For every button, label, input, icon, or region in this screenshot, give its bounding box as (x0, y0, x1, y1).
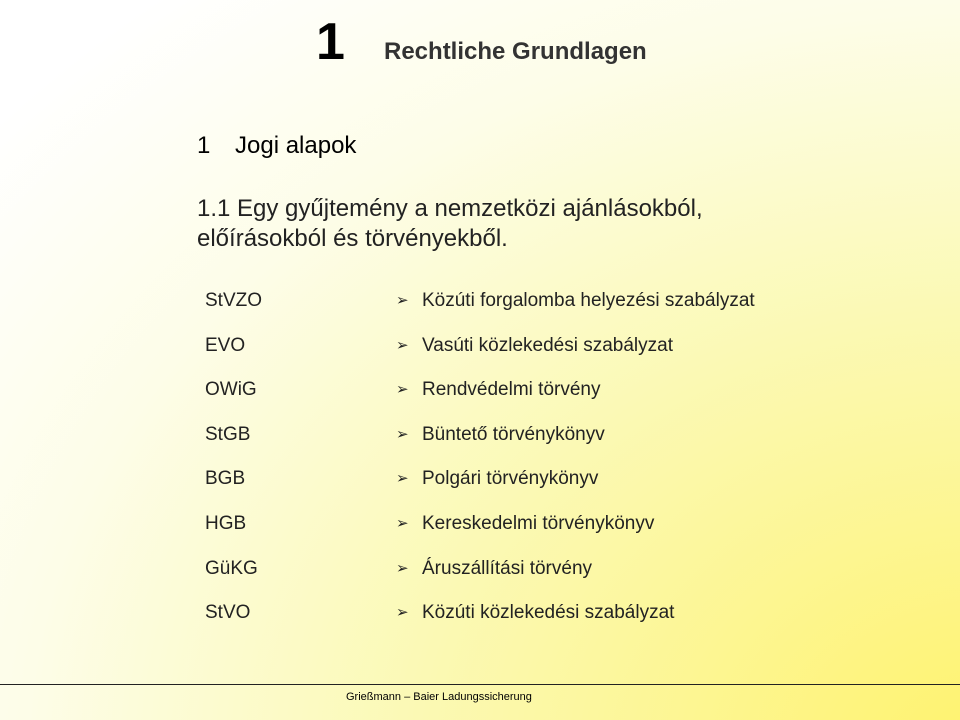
section-heading (197, 130, 356, 162)
arrowhead-bullet-icon: ➢ (396, 292, 409, 309)
description-text: Közúti forgalomba helyezési szabályzat (422, 290, 755, 311)
arrowhead-bullet-icon: ➢ (396, 425, 409, 443)
description-item (396, 287, 755, 332)
description-text: Kereskedelmi törvénykönyv (422, 512, 655, 534)
arrowhead-bullet-icon: ➢ (396, 336, 409, 354)
abbreviation-item: StGB (205, 423, 251, 445)
description-list (396, 287, 755, 644)
description-text: Rendvédelmi törvény (422, 379, 601, 401)
description-text: Vasúti közlekedési szabályzat (422, 334, 673, 356)
description-item (396, 376, 755, 421)
abbreviation-item: OWiG (205, 379, 257, 401)
arrowhead-bullet-icon: ➢ (396, 604, 409, 622)
description-item (396, 465, 755, 510)
footer-divider (0, 684, 960, 685)
description-text: Áruszállítási törvény (422, 557, 593, 579)
arrowhead-bullet-icon: ➢ (396, 381, 409, 399)
description-text: Közúti közlekedési szabályzat (422, 602, 675, 624)
arrowhead-bullet-icon: ➢ (396, 470, 409, 488)
abbreviation-item: StVO (205, 602, 251, 624)
description-item (396, 510, 755, 555)
arrowhead-bullet-icon: ➢ (396, 559, 409, 577)
slide-title: Rechtliche Grundlagen (384, 38, 647, 65)
description-item (396, 421, 755, 466)
footer-text: Grießmann – Baier Ladungssicherung (346, 691, 532, 703)
section-heading-number: 1 (197, 132, 211, 159)
description-item (396, 599, 755, 644)
description-text: Büntető törvénykönyv (422, 423, 605, 445)
description-item (396, 555, 755, 600)
description-text: Polgári törvénykönyv (422, 468, 599, 490)
abbreviation-item: GüKG (205, 557, 258, 579)
section-subheading: 1.1 Egy gyűjtemény a nemzetközi ajánlásokból, előírásokból és törvényekből. (197, 195, 703, 252)
abbreviation-item: BGB (205, 468, 246, 490)
abbreviation-item: EVO (205, 334, 246, 356)
abbreviation-item: StVZO (205, 290, 263, 311)
description-item (396, 332, 755, 377)
arrowhead-bullet-icon: ➢ (396, 514, 409, 532)
abbreviation-list (205, 287, 262, 644)
slide-number: 1 (316, 13, 345, 71)
abbreviation-item: HGB (205, 512, 247, 534)
section-heading-text: Jogi alapok (235, 132, 357, 159)
